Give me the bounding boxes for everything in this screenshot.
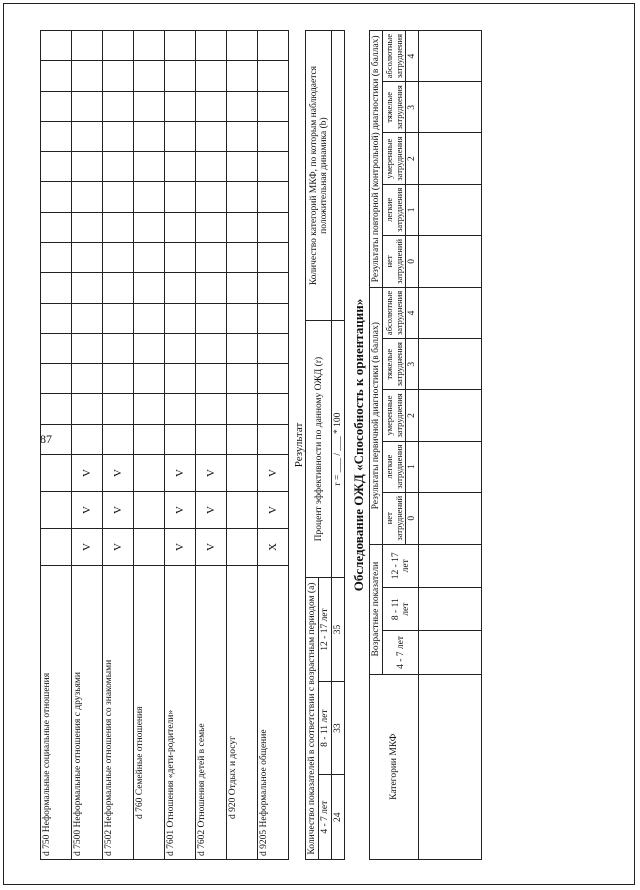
activity-cell [134, 61, 165, 91]
activity-row [258, 31, 289, 860]
activity-cell [134, 243, 165, 273]
survey-cell [419, 339, 482, 390]
activity-cell [196, 121, 227, 151]
result-age: 12 - 17 лет [319, 578, 332, 682]
activity-cell [196, 243, 227, 273]
activity-mark: V [196, 492, 227, 529]
activity-cell [258, 121, 289, 151]
activity-cell [227, 152, 258, 182]
activity-cell [196, 91, 227, 121]
activity-cell [72, 273, 103, 303]
activity-cell [165, 303, 196, 333]
activity-cell [134, 182, 165, 212]
activity-cell [103, 394, 134, 424]
survey-score: 0 [406, 492, 419, 544]
activity-cell [72, 243, 103, 273]
survey-level: абсолютные затруднения [383, 31, 406, 82]
activity-cell [227, 394, 258, 424]
activity-mark: V [72, 492, 103, 529]
activity-cell [103, 243, 134, 273]
activity-cell [134, 273, 165, 303]
survey-category-header: Категории МКФ [370, 674, 419, 859]
activity-mark: V [165, 455, 196, 492]
activity-cell [165, 31, 196, 61]
activity-mark: V [165, 492, 196, 529]
activity-cell [134, 121, 165, 151]
activity-label: d 7500 Неформальные отношения с друзьями [72, 566, 103, 860]
activity-cell [103, 273, 134, 303]
activity-cell [227, 212, 258, 242]
result-col-r: Процент эффективности по данному ОЖД (r) [306, 321, 332, 578]
page-number: 87 [40, 432, 52, 446]
activity-cell [41, 364, 72, 394]
activity-mark: X [258, 529, 289, 566]
activity-cell [72, 212, 103, 242]
activity-cell [103, 91, 134, 121]
activity-row [103, 31, 134, 860]
result-heading: Результат [293, 422, 305, 468]
result-count: 35 [332, 578, 345, 682]
activity-cell [258, 91, 289, 121]
activity-cell [227, 273, 258, 303]
activity-cell [134, 212, 165, 242]
activity-cell [227, 31, 258, 61]
activity-cell [41, 212, 72, 242]
activity-cell [103, 333, 134, 363]
activity-cell [41, 61, 72, 91]
activity-mark: V [258, 492, 289, 529]
activity-mark [134, 455, 165, 492]
activity-cell [196, 61, 227, 91]
activity-cell [72, 152, 103, 182]
activity-cell [227, 243, 258, 273]
activity-row [165, 31, 196, 860]
survey-cell [419, 631, 482, 674]
activity-cell [41, 31, 72, 61]
activity-cell [196, 364, 227, 394]
activity-cell [103, 182, 134, 212]
result-age: 4 - 7 лет [319, 775, 332, 860]
survey-cell [419, 390, 482, 441]
activity-cell [258, 394, 289, 424]
activity-cell [165, 333, 196, 363]
survey-score: 1 [406, 184, 419, 235]
result-count: 33 [332, 681, 345, 774]
survey-level: тяжелые затруднения [383, 82, 406, 133]
activity-cell [165, 243, 196, 273]
survey-age: 12 - 17 лет [383, 544, 419, 587]
survey-score: 4 [406, 31, 419, 82]
activity-cell [165, 212, 196, 242]
activity-mark [227, 529, 258, 566]
activity-cell [196, 212, 227, 242]
activity-cell [134, 333, 165, 363]
activity-mark: V [196, 529, 227, 566]
activity-cell [134, 394, 165, 424]
survey-level: тяжелые затруднения [383, 339, 406, 390]
activity-cell [258, 31, 289, 61]
activity-cell [41, 424, 72, 454]
activity-cell [41, 273, 72, 303]
activity-cell [165, 91, 196, 121]
activity-cell [72, 394, 103, 424]
survey-score: 2 [406, 390, 419, 441]
activity-cell [258, 273, 289, 303]
activity-mark [227, 455, 258, 492]
survey-score: 3 [406, 339, 419, 390]
activity-cell [103, 303, 134, 333]
survey-table [369, 30, 482, 860]
survey-cell [419, 235, 482, 287]
survey-level: нет затруднений [383, 235, 406, 287]
survey-age-header: Возрастные показатели [370, 544, 383, 674]
result-count: 24 [332, 775, 345, 860]
activity-mark: V [72, 529, 103, 566]
activity-cell [134, 152, 165, 182]
survey-level: нет затруднений [383, 492, 406, 544]
activity-cell [196, 273, 227, 303]
activity-label: d 760 Семейные отношения [134, 566, 165, 860]
activity-cell [165, 364, 196, 394]
activity-cell [41, 394, 72, 424]
activity-row [72, 31, 103, 860]
activity-cell [165, 424, 196, 454]
activity-cell [103, 212, 134, 242]
activity-cell [72, 182, 103, 212]
activity-row [227, 31, 258, 860]
activity-cell [165, 394, 196, 424]
activity-cell [41, 91, 72, 121]
survey-cell [419, 588, 482, 631]
survey-age: 4 - 7 лет [383, 631, 419, 674]
activity-mark: V [196, 455, 227, 492]
activity-cell [134, 424, 165, 454]
survey-level: легкие затруднения [383, 441, 406, 492]
activity-cell [72, 61, 103, 91]
activity-cell [165, 121, 196, 151]
survey-cell [419, 441, 482, 492]
activity-label: d 750 Неформальные социальные отношения [41, 566, 72, 860]
activity-cell [103, 61, 134, 91]
activity-cell [103, 424, 134, 454]
activity-cell [103, 364, 134, 394]
activity-cell [165, 152, 196, 182]
survey-level: абсолютные затруднения [383, 287, 406, 338]
activity-cell [227, 333, 258, 363]
activity-cell [258, 333, 289, 363]
activity-cell [196, 182, 227, 212]
result-formula: r = ___ / ___ * 100 [332, 321, 345, 578]
activity-label: d 7601 Отношения «дети-родители» [165, 566, 196, 860]
activity-cell [196, 31, 227, 61]
activity-cell [103, 31, 134, 61]
activity-cell [134, 303, 165, 333]
activity-cell [72, 364, 103, 394]
activity-cell [227, 182, 258, 212]
survey-score: 0 [406, 235, 419, 287]
activity-cell [72, 303, 103, 333]
survey-score: 3 [406, 82, 419, 133]
survey-cell [419, 82, 482, 133]
activity-cell [72, 121, 103, 151]
result-age: 8 - 11 лет [319, 681, 332, 774]
activity-row [196, 31, 227, 860]
result-b-value [332, 31, 345, 321]
activity-mark: V [103, 455, 134, 492]
activity-cell [258, 152, 289, 182]
survey-repeat-header: Результаты повторной (контрольной) диагностики (в баллах) [370, 31, 383, 288]
survey-cell [419, 492, 482, 544]
activity-cell [134, 364, 165, 394]
activity-label: d 9205 Неформальное общение [258, 566, 289, 860]
survey-cell [419, 544, 482, 587]
activity-cell [258, 364, 289, 394]
activity-cell [227, 91, 258, 121]
activity-mark [41, 529, 72, 566]
survey-cell [419, 133, 482, 184]
activity-row [41, 31, 72, 860]
activity-mark: V [165, 529, 196, 566]
activity-cell [196, 152, 227, 182]
survey-score: 2 [406, 133, 419, 184]
activity-cell [72, 91, 103, 121]
activity-cell [227, 424, 258, 454]
activity-mark [134, 492, 165, 529]
survey-score: 1 [406, 441, 419, 492]
activity-cell [258, 182, 289, 212]
activity-cell [258, 61, 289, 91]
activity-mark [41, 492, 72, 529]
activity-mark: V [103, 529, 134, 566]
activity-cell [196, 394, 227, 424]
survey-level: умеренные затруднения [383, 390, 406, 441]
activity-cell [41, 303, 72, 333]
activity-cell [134, 91, 165, 121]
result-col-b: Количество категорий МКФ, по которым наблюдается положительная динамика (b) [306, 31, 332, 321]
activity-cell [72, 31, 103, 61]
activity-cell [227, 364, 258, 394]
survey-cell [419, 674, 482, 859]
activity-cell [41, 182, 72, 212]
activity-cell [134, 31, 165, 61]
activity-mark: V [72, 455, 103, 492]
survey-cell [419, 31, 482, 82]
activity-cell [258, 243, 289, 273]
activity-cell [41, 152, 72, 182]
activity-mark [227, 492, 258, 529]
survey-cell [419, 184, 482, 235]
activity-cell [165, 273, 196, 303]
activity-cell [72, 424, 103, 454]
survey-age: 8 - 11 лет [383, 588, 419, 631]
activity-label: d 7602 Отношения детей в семье [196, 566, 227, 860]
activity-cell [258, 424, 289, 454]
activity-cell [103, 121, 134, 151]
activity-label: d 7502 Неформальные отношения со знакомыми [103, 566, 134, 860]
activity-row [134, 31, 165, 860]
rotated-content [40, 30, 600, 860]
activity-cell [41, 243, 72, 273]
survey-cell [419, 287, 482, 338]
activity-cell [196, 303, 227, 333]
activity-cell [196, 333, 227, 363]
activity-cell [41, 333, 72, 363]
activity-label: d 920 Отдых и досуг [227, 566, 258, 860]
survey-title: Обследование ОЖД «Способность к ориентации» [351, 298, 366, 592]
result-col-a: Количество показателей в соответствии с возрастным периодом (a) [306, 578, 319, 860]
activity-cell [72, 333, 103, 363]
activity-cell [227, 61, 258, 91]
result-table [305, 30, 345, 860]
activity-mark [41, 455, 72, 492]
activity-cell [258, 303, 289, 333]
activity-cell [258, 212, 289, 242]
survey-level: умеренные затруднения [383, 133, 406, 184]
activity-mark [134, 529, 165, 566]
activity-cell [165, 182, 196, 212]
survey-level: легкие затруднения [383, 184, 406, 235]
activities-table [40, 30, 289, 860]
survey-primary-header: Результаты первичной диагностики (в баллах) [370, 287, 383, 544]
activity-cell [227, 303, 258, 333]
activity-cell [227, 121, 258, 151]
activity-cell [196, 424, 227, 454]
activity-mark: V [258, 455, 289, 492]
activity-cell [41, 121, 72, 151]
activity-cell [165, 61, 196, 91]
activity-cell [103, 152, 134, 182]
survey-score: 4 [406, 287, 419, 338]
activity-mark: V [103, 492, 134, 529]
